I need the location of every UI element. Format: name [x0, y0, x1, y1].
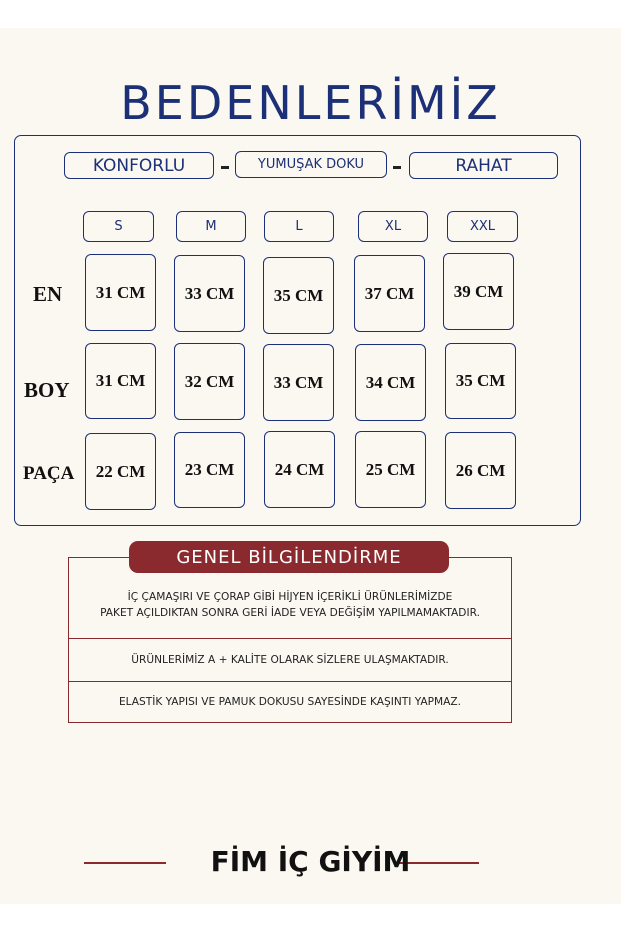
feature-label: KONFORLU: [92, 155, 186, 176]
measure-cell: 22 CM: [85, 433, 156, 510]
measure-cell: 23 CM: [174, 432, 245, 508]
info-note-line: PAKET AÇILDIKTAN SONRA GERİ İADE VEYA DEĞİŞİM YAPILMAMAKTADIR.: [100, 607, 480, 619]
row-label-en: EN: [33, 282, 63, 306]
feature-pill-rahat: [409, 152, 558, 179]
feature-label: YUMUŞAK DOKU: [257, 157, 365, 172]
feature-label: RAHAT: [455, 155, 512, 176]
info-note-line: İÇ ÇAMAŞIRI VE ÇORAP GİBİ HİJYEN İÇERİKLİ ÜRÜNLERİMİZDE: [127, 591, 453, 603]
measure-cell: 39 CM: [443, 253, 514, 330]
measure-cell: 31 CM: [85, 343, 156, 419]
size-header-m: [176, 211, 246, 242]
size-header-s: [83, 211, 154, 242]
info-note-quality: [68, 638, 512, 682]
size-header-xxl: [447, 211, 518, 242]
measure-cell: 35 CM: [445, 343, 516, 419]
row-label-paca: PAÇA: [23, 463, 75, 484]
info-heading-banner: [129, 541, 449, 573]
info-note-elastic: [68, 681, 512, 723]
info-note-line: ÜRÜNLERİMİZ A + KALİTE OLARAK SİZLERE ULAŞMAKTADIR.: [131, 654, 449, 666]
page-title: BEDENLERİMİZ: [120, 76, 501, 130]
measure-cell: 26 CM: [445, 432, 516, 509]
row-label-boy: BOY: [24, 378, 70, 402]
size-label: S: [114, 219, 123, 234]
measure-cell: 24 CM: [264, 431, 335, 508]
measure-cell: 33 CM: [174, 255, 245, 332]
info-note-line: ELASTİK YAPISI VE PAMUK DOKUSU SAYESİNDE KAŞINTI YAPMAZ.: [118, 696, 462, 708]
info-heading: GENEL BİLGİLENDİRME: [176, 546, 402, 568]
feature-pill-konforlu: [64, 152, 214, 179]
size-label: L: [295, 219, 303, 234]
feature-separator: [393, 166, 401, 169]
size-header-xl: [358, 211, 428, 242]
measure-cell: 33 CM: [263, 344, 334, 421]
size-header-l: [264, 211, 334, 242]
measure-cell: 31 CM: [85, 254, 156, 331]
feature-pill-yumusak-doku: [235, 151, 387, 178]
measure-cell: 34 CM: [355, 344, 426, 421]
size-label: XXL: [469, 219, 496, 234]
measure-cell: 32 CM: [174, 343, 245, 420]
measure-cell: 35 CM: [263, 257, 334, 334]
measure-cell: 25 CM: [355, 431, 426, 508]
measure-cell: 37 CM: [354, 255, 425, 332]
feature-separator: [221, 166, 229, 169]
brand-name: FİM İÇ GİYİM: [210, 845, 411, 878]
size-label: M: [205, 219, 217, 234]
size-label: XL: [384, 219, 402, 234]
